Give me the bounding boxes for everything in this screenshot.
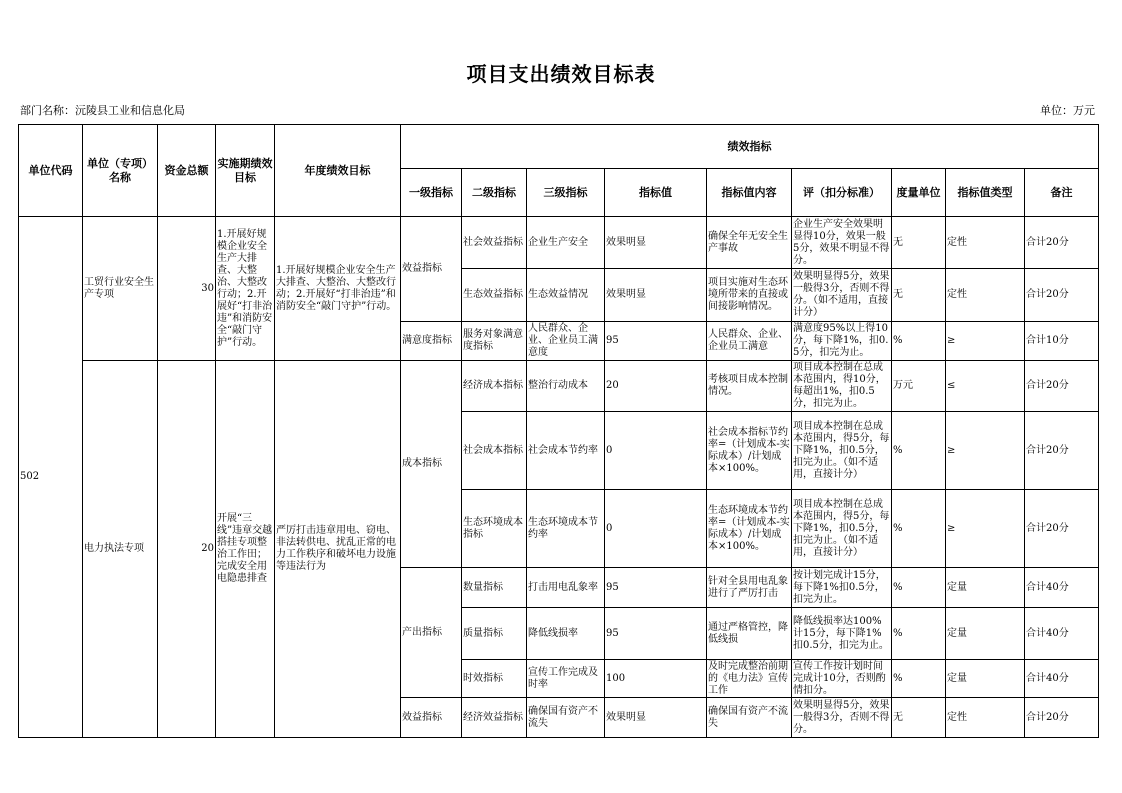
header-remark: 备注 [1025, 169, 1099, 217]
level2-cell: 时效指标 [462, 660, 527, 698]
content-cell: 生态环境成本节约率=（计划成本-实际成本）/计划成本×100%。 [707, 490, 792, 568]
header-total-funds: 资金总额 [158, 125, 216, 217]
value-type-cell: ≥ [946, 322, 1025, 361]
scoring-cell: 满意度95%以上得10分，每下降1%，扣0.5分，扣完为止。 [792, 322, 892, 361]
measure-unit-cell: 无 [892, 217, 946, 269]
page-title: 项目支出绩效目标表 [466, 62, 656, 86]
measure-unit-cell: % [892, 412, 946, 490]
value-type-cell: ≥ [946, 490, 1025, 568]
measure-unit-cell: 无 [892, 698, 946, 738]
measure-unit-cell: % [892, 490, 946, 568]
remark-cell: 合计10分 [1025, 322, 1099, 361]
value-cell: 效果明显 [605, 269, 707, 322]
header-annual-target: 年度绩效目标 [275, 125, 401, 217]
unit-code-cell: 502 [19, 217, 83, 738]
level3-cell: 整治行动成本 [527, 361, 605, 412]
performance-target-table [18, 124, 1099, 738]
value-type-cell: 定量 [946, 608, 1025, 660]
scoring-cell: 项目成本控制在总成本范围内，得5分，每下降1%，扣0.5分，扣完为止。（如不适用，直接计分） [792, 490, 892, 568]
value-cell: 0 [605, 490, 707, 568]
content-cell: 项目实施对生态环境所带来的直接或间接影响情况。 [707, 269, 792, 322]
value-cell: 95 [605, 322, 707, 361]
currency-unit-label: 单位：万元 [1040, 104, 1095, 117]
remark-cell: 合计20分 [1025, 490, 1099, 568]
header-scoring: 评（扣分标准） [792, 169, 892, 217]
period-target: 1.开展好规模企业安全生产大排查、大整治、大整改行动；2.开展好“打非治违”和消防安全“敲门守护”行动。 [216, 217, 275, 361]
header-unit-name: 单位（专项）名称 [83, 125, 158, 217]
measure-unit-cell: % [892, 322, 946, 361]
remark-cell: 合计20分 [1025, 269, 1099, 322]
value-type-cell: 定量 [946, 568, 1025, 608]
level2-cell: 质量指标 [462, 608, 527, 660]
remark-cell: 合计40分 [1025, 608, 1099, 660]
header-content: 指标值内容 [707, 169, 792, 217]
header-indicators: 绩效指标 [401, 125, 1099, 169]
remark-cell: 合计20分 [1025, 361, 1099, 412]
level1-cell: 成本指标 [401, 361, 462, 568]
scoring-cell: 效果明显得5分，效果一般得3分，否则不得分。 [792, 698, 892, 738]
measure-unit-cell: 无 [892, 269, 946, 322]
value-cell: 效果明显 [605, 217, 707, 269]
level1-cell: 效益指标 [401, 698, 462, 738]
content-cell: 人民群众、企业、企业员工满意 [707, 322, 792, 361]
content-cell: 及时完成整治前期的《电力法》宣传工作 [707, 660, 792, 698]
value-type-cell: ≥ [946, 412, 1025, 490]
value-type-cell: 定性 [946, 269, 1025, 322]
scoring-cell: 项目成本控制在总成本范围内，得5分，每下降1%，扣0.5分，扣完为止。（如不适用，直接计分） [792, 412, 892, 490]
project-name: 电力执法专项 [83, 361, 158, 738]
level2-cell: 经济成本指标 [462, 361, 527, 412]
value-cell: 95 [605, 608, 707, 660]
measure-unit-cell: 万元 [892, 361, 946, 412]
header-value-type: 指标值类型 [946, 169, 1025, 217]
value-type-cell: 定性 [946, 217, 1025, 269]
value-cell: 效果明显 [605, 698, 707, 738]
level3-cell: 社会成本节约率 [527, 412, 605, 490]
measure-unit-cell: % [892, 608, 946, 660]
remark-cell: 合计20分 [1025, 412, 1099, 490]
content-cell: 确保国有资产不流失 [707, 698, 792, 738]
period-target: 开展“三线”违章交越搭挂专项整治工作田；完成安全用电隐患排查 [216, 361, 275, 738]
measure-unit-cell: % [892, 660, 946, 698]
value-type-cell: ≤ [946, 361, 1025, 412]
value-type-cell: 定性 [946, 698, 1025, 738]
level3-cell: 宣传工作完成及时率 [527, 660, 605, 698]
annual-target: 严厉打击违章用电、窃电、非法转供电、扰乱正常的电力工作秩序和破坏电力设施等违法行为 [275, 361, 401, 738]
project-funds: 20 [158, 361, 216, 738]
scoring-cell: 降低线损率达100%计15分，每下降1%扣0.5分，扣完为止。 [792, 608, 892, 660]
annual-target: 1.开展好规模企业安全生产大排查、大整治、大整改行动；2.开展好“打非治违”和消防安全“敲门守护”行动。 [275, 217, 401, 361]
content-cell: 社会成本指标节约率=（计划成本-实际成本）/计划成本×100%。 [707, 412, 792, 490]
scoring-cell: 企业生产安全效果明显得10分，效果一般5分，效果不明显不得分。 [792, 217, 892, 269]
scoring-cell: 按计划完成计15分，每下降1%扣0.5分，扣完为止。 [792, 568, 892, 608]
level3-cell: 人民群众、企业、企业员工满意度 [527, 322, 605, 361]
level3-cell: 生态效益情况 [527, 269, 605, 322]
level1-cell: 效益指标 [401, 217, 462, 322]
measure-unit-cell: % [892, 568, 946, 608]
scoring-cell: 效果明显得5分，效果一般得3分，否则不得分。（如不适用，直接计分） [792, 269, 892, 322]
value-cell: 0 [605, 412, 707, 490]
level1-cell: 满意度指标 [401, 322, 462, 361]
level2-cell: 生态效益指标 [462, 269, 527, 322]
project-name: 工贸行业安全生产专项 [83, 217, 158, 361]
level3-cell: 企业生产安全 [527, 217, 605, 269]
header-level1: 一级指标 [401, 169, 462, 217]
value-cell: 20 [605, 361, 707, 412]
value-type-cell: 定量 [946, 660, 1025, 698]
content-cell: 确保全年无安全生产事故 [707, 217, 792, 269]
remark-cell: 合计40分 [1025, 660, 1099, 698]
content-cell: 考核项目成本控制情况。 [707, 361, 792, 412]
level1-cell: 产出指标 [401, 568, 462, 698]
project-funds: 30 [158, 217, 216, 361]
level3-cell: 降低线损率 [527, 608, 605, 660]
level2-cell: 数量指标 [462, 568, 527, 608]
scoring-cell: 项目成本控制在总成本范围内，得10分，每超出1%，扣0.5分，扣完为止。 [792, 361, 892, 412]
header-unit-code: 单位代码 [19, 125, 83, 217]
level3-cell: 打击用电乱象率 [527, 568, 605, 608]
content-cell: 通过严格管控，降低线损 [707, 608, 792, 660]
remark-cell: 合计20分 [1025, 217, 1099, 269]
value-cell: 95 [605, 568, 707, 608]
scoring-cell: 宣传工作按计划时间完成计10分，否则酌情扣分。 [792, 660, 892, 698]
level3-cell: 生态环境成本节约率 [527, 490, 605, 568]
level2-cell: 经济效益指标 [462, 698, 527, 738]
department-label: 部门名称：沅陵县工业和信息化局 [20, 104, 185, 117]
level2-cell: 社会成本指标 [462, 412, 527, 490]
header-level2: 二级指标 [462, 169, 527, 217]
level2-cell: 生态环境成本指标 [462, 490, 527, 568]
value-cell: 100 [605, 660, 707, 698]
header-period-target: 实施期绩效目标 [216, 125, 275, 217]
level2-cell: 服务对象满意度指标 [462, 322, 527, 361]
header-measure-unit: 度量单位 [892, 169, 946, 217]
level2-cell: 社会效益指标 [462, 217, 527, 269]
content-cell: 针对全县用电乱象进行了严厉打击 [707, 568, 792, 608]
table-row [19, 361, 1099, 412]
remark-cell: 合计20分 [1025, 698, 1099, 738]
table-row [19, 217, 1099, 269]
header-value: 指标值 [605, 169, 707, 217]
level3-cell: 确保国有资产不流失 [527, 698, 605, 738]
remark-cell: 合计40分 [1025, 568, 1099, 608]
header-level3: 三级指标 [527, 169, 605, 217]
